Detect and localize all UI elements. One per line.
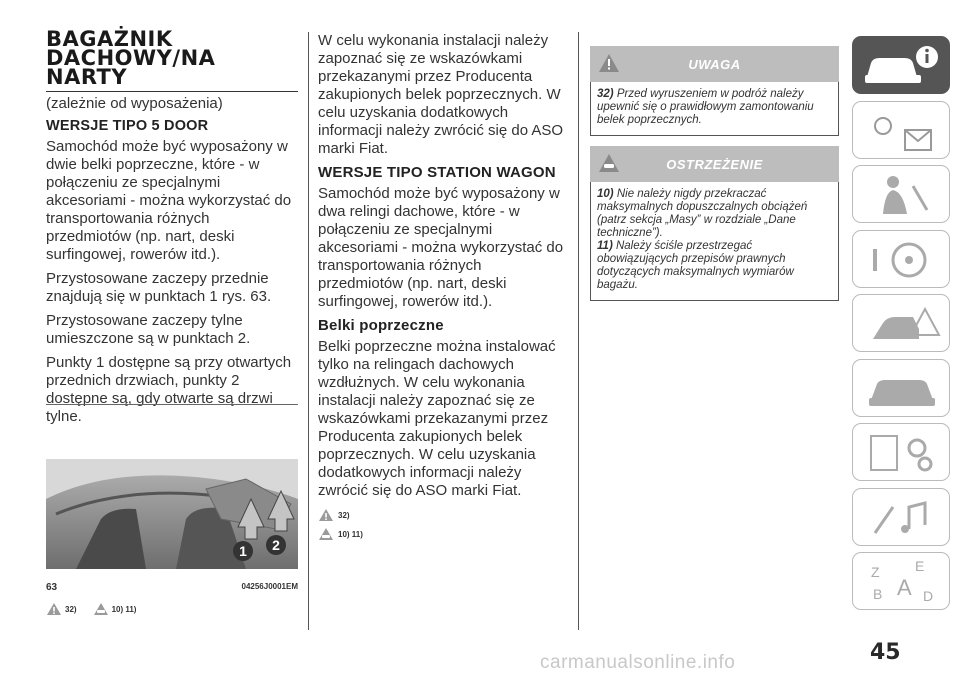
- tab-lights-indicators[interactable]: [852, 101, 950, 159]
- svg-text:A: A: [897, 575, 912, 600]
- paragraph-4: Punkty 1 dostępne są przy otwartych przednich drzwiach, punkty 2 dostępne są, gdy otwarte są drzwi tylne.: [46, 354, 292, 425]
- multimedia-icon: [853, 489, 950, 546]
- tab-starting-driving[interactable]: [852, 230, 950, 288]
- figure-code: 04256J0001EM: [241, 582, 298, 591]
- warning-triangle-icon: [598, 53, 620, 73]
- paragraph-install: W celu wykonania instalacji należy zapoznać się ze wskazówkami przekazanymi przez Producenta zakupionych belek poprzecznych. W celu uzyskania dodatkowych informacji należy zwrócić się do ASO marki Fiat.: [318, 32, 564, 157]
- ostrzezenie-body: [590, 182, 839, 301]
- figure-marker-1: 1: [239, 543, 247, 559]
- steering-wheel-icon: [853, 231, 950, 288]
- section-heading-station-wagon: WERSJE TIPO STATION WAGON: [318, 164, 556, 181]
- warning-triangle-icon: [318, 508, 334, 522]
- column-refs: [318, 508, 570, 541]
- paragraph-2: Przystosowane zaczepy przednie znajdują się w punktach 1 rys. 63.: [46, 270, 272, 305]
- column-divider-2: [578, 32, 579, 630]
- refs-warning: 32): [338, 510, 350, 520]
- page-title: [46, 27, 298, 89]
- uwaga-header: [590, 46, 839, 82]
- uwaga-title: UWAGA: [688, 56, 741, 72]
- emergency-icon: [853, 295, 950, 352]
- figure-number: 63: [46, 582, 58, 593]
- car-caution-icon: [598, 153, 620, 173]
- subtitle: (zależnie od wyposażenia): [46, 95, 223, 112]
- title-line-2: DACHOWY/NA: [46, 46, 216, 70]
- ostrzezenie-text-2: Należy ściśle przestrzegać obowiązujących przepisów prawnych dotyczących maksymalnych wymiarów bagażu.: [597, 240, 794, 291]
- svg-text:Z: Z: [871, 564, 880, 580]
- chapter-index: [852, 36, 950, 617]
- title-line-1: BAGAŻNIK: [46, 27, 173, 51]
- section-heading-belki: Belki poprzeczne: [318, 317, 444, 334]
- uwaga-number: 32): [597, 88, 614, 100]
- car-info-icon: [853, 37, 950, 94]
- ostrzezenie-text-1: Nie należy nigdy przekraczać maksymalnych dopuszczalnych obciążeń (patrz sekcja „Masy” w rozdziale „Dane techniczne”).: [597, 188, 808, 239]
- warning-lights-icon: [853, 102, 950, 159]
- figure-caption: [46, 582, 298, 593]
- car-caution-icon: [318, 527, 334, 541]
- tab-servicing[interactable]: [852, 359, 950, 417]
- ostrzezenie-number-1: 10): [597, 188, 614, 200]
- figure-refs: [46, 602, 136, 616]
- car-caution-icon: [93, 602, 109, 616]
- tab-multimedia[interactable]: [852, 488, 950, 546]
- tab-technical-data[interactable]: [852, 423, 950, 481]
- section-heading-5door: WERSJE TIPO 5 DOOR: [46, 118, 209, 134]
- page-number: 45: [870, 640, 901, 665]
- tab-vehicle-info[interactable]: [852, 36, 950, 94]
- refs-caution: 10) 11): [338, 529, 363, 539]
- ostrzezenie-number-2: 11): [597, 240, 613, 252]
- column-right: [590, 46, 839, 301]
- seatbelt-icon: [853, 166, 950, 223]
- svg-text:E: E: [915, 558, 925, 574]
- gear-list-icon: [853, 424, 950, 481]
- tab-index[interactable]: [852, 552, 950, 610]
- watermark-text: carmanualsonline.info: [540, 652, 736, 673]
- figure-rule: [46, 404, 298, 405]
- column-middle: [318, 32, 570, 546]
- ostrzezenie-title: OSTRZEŻENIE: [666, 156, 763, 172]
- ostrzezenie-header: [590, 146, 839, 182]
- car-interior-illustration: [46, 459, 298, 569]
- column-left: [46, 27, 298, 432]
- paragraph-station-wagon: Samochód może być wyposażony w dwa relingi dachowe, które - w połączeniu ze specjalnymi akcesoriami - można wykorzystać do transportowania różnych przedmiotów (np. nart, deski surfingowej, rowerów itd.).: [318, 185, 564, 310]
- title-line-3: NARTY: [46, 65, 128, 89]
- svg-text:D: D: [923, 588, 934, 604]
- svg-text:B: B: [873, 586, 883, 602]
- figure-roof-mount-points: [46, 459, 298, 569]
- title-rule: [46, 91, 298, 92]
- tab-safety[interactable]: [852, 165, 950, 223]
- uwaga-text: Przed wyruszeniem w podróż należy upewnić się o prawidłowym zamontowaniu belek poprzecznych.: [597, 88, 814, 126]
- uwaga-body: [590, 82, 839, 136]
- car-servicing-icon: [853, 360, 950, 417]
- paragraph-1: Samochód może być wyposażony w dwie belki poprzeczne, które - w połączeniu ze specjalnymi akcesoriami - można wykorzystać do transportowania różnych przedmiotów (np. nart, deski surfingowej, rowerów itd.).: [46, 138, 292, 263]
- column-divider-1: [308, 32, 309, 630]
- refs-warning: 32): [65, 604, 77, 614]
- paragraph-3: Przystosowane zaczepy tylne umieszczone są w punktach 2.: [46, 312, 251, 347]
- alphabet-index-icon: [853, 553, 950, 610]
- warning-triangle-icon: [46, 602, 62, 616]
- refs-caution: 10) 11): [111, 604, 137, 614]
- paragraph-belki: Belki poprzeczne można instalować tylko na relingach dachowych wzdłużnych. W celu wykonania instalacji należy zapoznać się ze wskazówkami przekazanymi przez Producenta zakupionych belek poprzecznych. W celu uzyskania dodatkowych informacji należy zwrócić się do ASO marki Fiat.: [318, 338, 556, 499]
- figure-marker-2: 2: [272, 537, 280, 553]
- tab-emergency[interactable]: [852, 294, 950, 352]
